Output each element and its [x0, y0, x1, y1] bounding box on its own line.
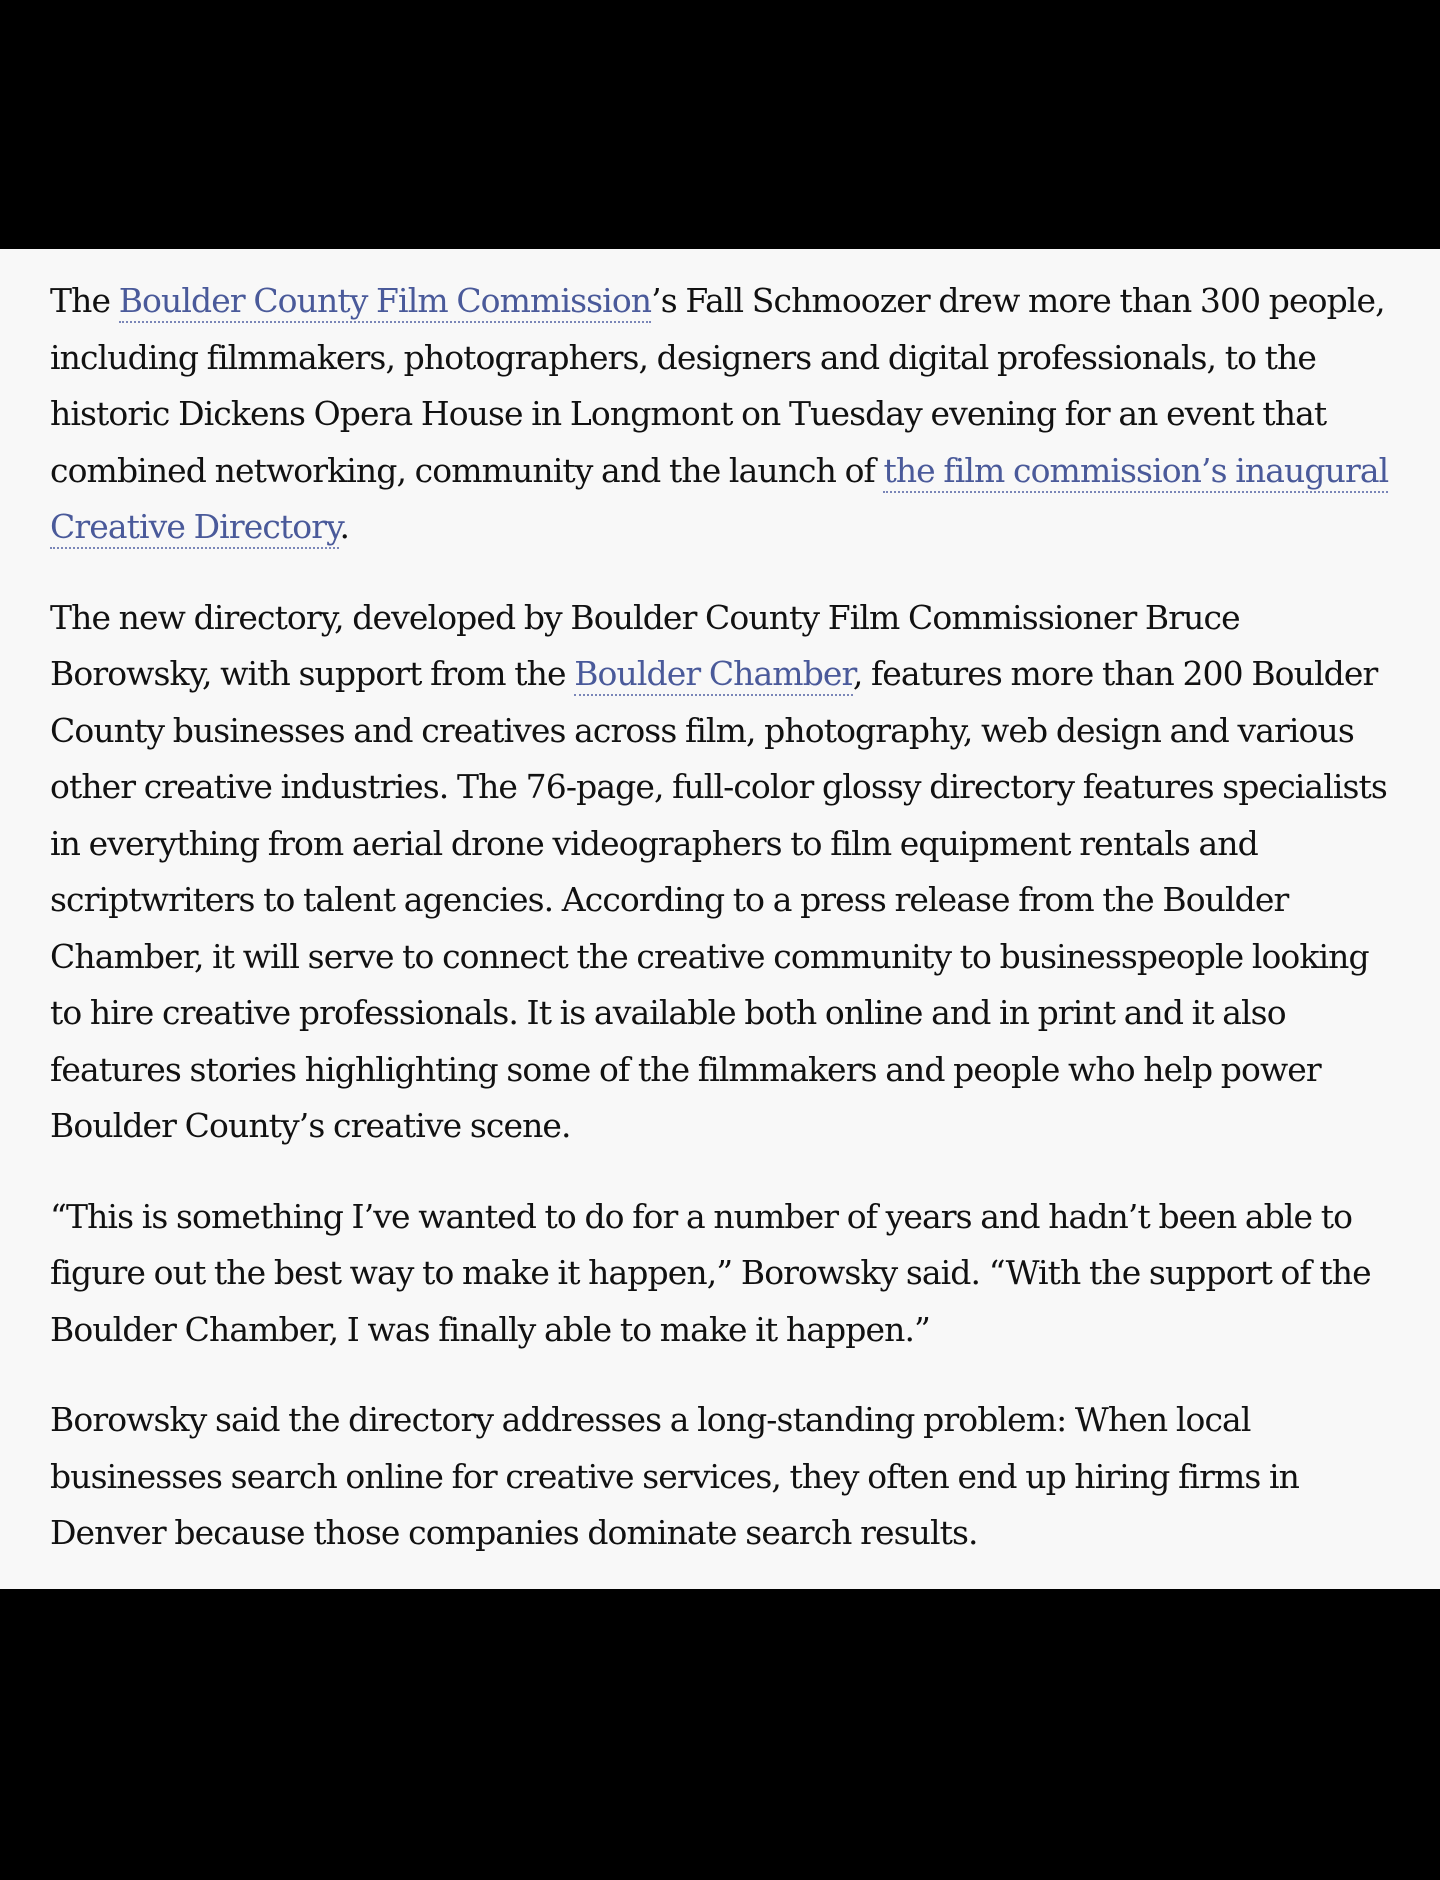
- top-black-bar: [0, 0, 1440, 249]
- boulder-county-film-commission-link[interactable]: Boulder County Film Commission: [119, 281, 651, 323]
- paragraph-1: [50, 273, 1392, 556]
- creative-directory-link[interactable]: the film commission’s inaugural Creative Directory: [50, 451, 1388, 550]
- paragraph-2-text-a: The new directory, developed by Boulder County Film Commissioner Bruce Borowsky, with support from the: [50, 597, 1240, 693]
- article-body: [0, 249, 1440, 1589]
- boulder-chamber-link[interactable]: Boulder Chamber: [574, 654, 853, 696]
- paragraph-1-text-a: The: [50, 281, 119, 320]
- paragraph-2-text-b: , features more than 200 Boulder County businesses and creatives across film, photography, web design and various other creative industries. The 76-page, full-color glossy directory features specialists in everything from aerial drone videographers to film equipment rentals and scriptwriters to talent agencies. According to a press release from the Boulder Chamber, it will serve to connect the creative community to businesspeople looking to hire creative professionals. It is available both online and in print and it also features stories highlighting some of the filmmakers and people who help power Boulder County’s creative scene.: [50, 654, 1387, 1145]
- bottom-black-bar: [0, 1589, 1440, 1880]
- paragraph-1-text-b: ’s Fall Schmoozer drew more than 300 people, including filmmakers, photographers, designers and digital professionals, to the historic Dickens Opera House in Longmont on Tuesday evening for an event that combined networking, community and the launch of: [50, 281, 1385, 490]
- paragraph-3: “This is something I’ve wanted to do for a number of years and hadn’t been able to figure out the best way to make it happen,” Borowsky said. “With the support of the Boulder Chamber, I was finally able to make it happen.”: [50, 1196, 1371, 1349]
- paragraph-2: [50, 590, 1392, 1155]
- paragraph-1-text-c: .: [339, 507, 350, 546]
- paragraph-4: Borowsky said the directory addresses a long-standing problem: When local businesses search online for creative services, they often end up hiring firms in Denver because those companies dominate search results.: [50, 1400, 1299, 1552]
